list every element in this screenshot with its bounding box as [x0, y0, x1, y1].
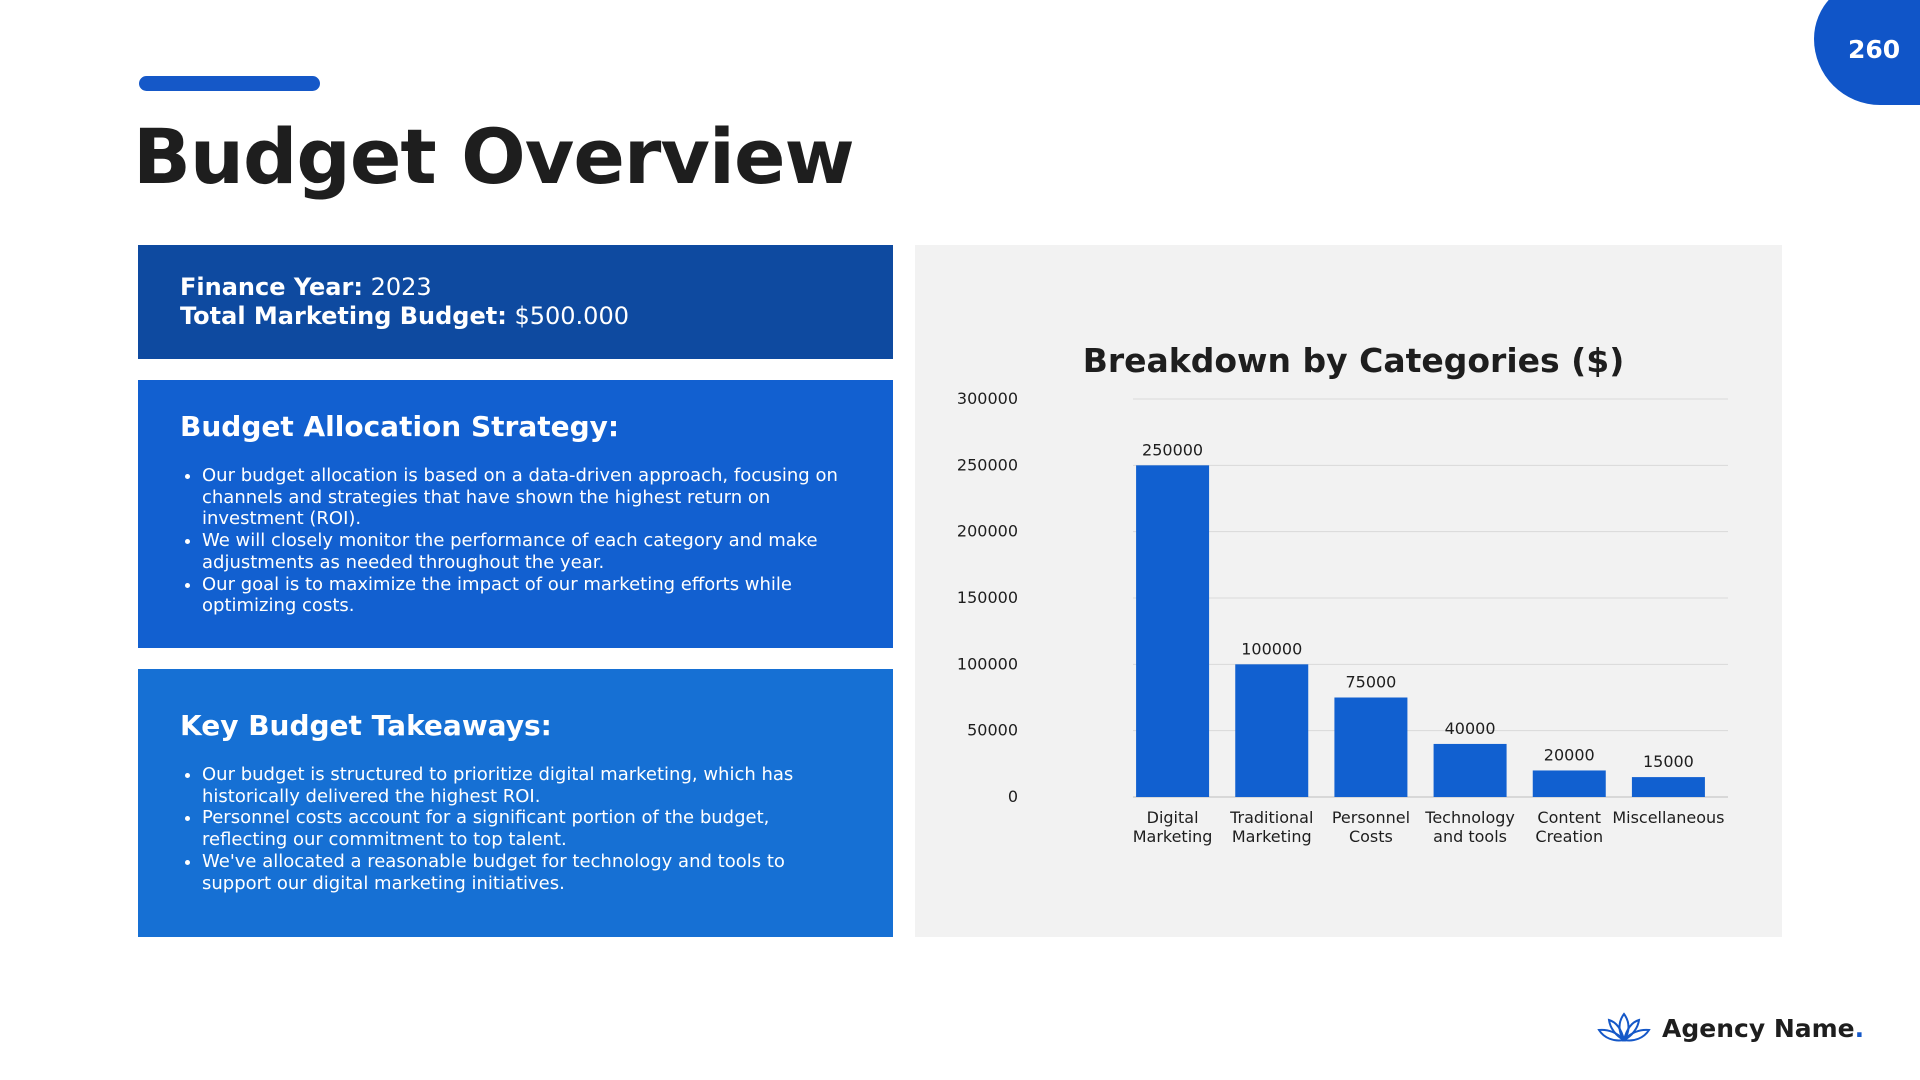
takeaways-list: [180, 764, 853, 894]
bar-chart: [915, 245, 1782, 937]
x-tick-label: and tools: [1433, 827, 1507, 846]
finance-year-value: 2023: [362, 273, 432, 301]
x-tick-label: Miscellaneous: [1612, 808, 1725, 827]
strategy-heading: Budget Allocation Strategy:: [180, 410, 620, 443]
bar: [1533, 770, 1606, 797]
data-label: 15000: [1642, 752, 1694, 772]
bar: [1136, 465, 1209, 797]
strategy-bullet: • Our goal is to maximize the impact of our marketing efforts while optimizing costs.: [202, 574, 853, 617]
strategy-list: [180, 465, 853, 617]
strategy-bullet: • Our budget allocation is based on a data-driven approach, focusing on channels and strategies that have shown the highest return on investment (ROI).: [202, 465, 853, 530]
data-label: 100000: [1241, 639, 1303, 659]
y-tick-label: 0: [1007, 787, 1018, 806]
data-label: 20000: [1543, 745, 1595, 765]
y-tick-label: 200000: [956, 521, 1018, 541]
x-tick-label: Creation: [1535, 827, 1604, 846]
x-tick-label: Technology: [1425, 808, 1515, 827]
y-tick-label: 250000: [956, 455, 1018, 475]
brand-footer: [1596, 1010, 1864, 1046]
title-accent-bar: [139, 76, 320, 91]
x-tick-label: Digital: [1146, 808, 1199, 827]
takeaway-bullet: • Our budget is structured to prioritize digital marketing, which has historically delivered the highest ROI.: [202, 764, 853, 807]
takeaway-bullet: • We've allocated a reasonable budget for technology and tools to support our digital marketing initiatives.: [202, 851, 853, 894]
chart-title: Breakdown by Categories ($): [1082, 341, 1625, 380]
finance-year-label: Finance Year:: [180, 273, 363, 301]
finance-year-row: [180, 273, 853, 302]
data-label: 75000: [1345, 672, 1397, 692]
x-tick-label: Marketing: [1132, 827, 1213, 846]
total-budget-value: $500.000: [506, 302, 629, 330]
bar: [1632, 777, 1705, 797]
data-label: 40000: [1444, 718, 1496, 738]
finance-panel: [138, 245, 893, 359]
y-tick-label: 100000: [956, 654, 1018, 674]
bar: [1235, 664, 1308, 797]
y-tick-label: 300000: [956, 389, 1018, 408]
x-tick-label: Content: [1537, 808, 1602, 827]
takeaways-panel: [138, 669, 893, 937]
total-budget-label: Total Marketing Budget:: [180, 302, 507, 330]
lotus-icon: [1596, 1010, 1652, 1046]
strategy-panel: [138, 380, 893, 648]
x-tick-label: Marketing: [1231, 827, 1312, 846]
bar: [1334, 698, 1407, 798]
brand-name: [1662, 1014, 1864, 1043]
brand-name-text: Agency Name: [1662, 1013, 1855, 1043]
x-tick-label: Costs: [1348, 827, 1393, 846]
chart-panel: [915, 245, 1782, 937]
bar: [1434, 744, 1507, 797]
x-tick-label: Personnel: [1331, 808, 1411, 827]
y-tick-label: 50000: [967, 720, 1018, 740]
strategy-bullet: • We will closely monitor the performance of each category and make adjustments as needed throughout the year.: [202, 530, 853, 573]
brand-dot: .: [1854, 1013, 1865, 1043]
y-tick-label: 150000: [956, 588, 1018, 607]
page-number: 260: [1848, 35, 1901, 64]
x-tick-label: Traditional: [1230, 808, 1314, 827]
data-label: 250000: [1142, 440, 1204, 460]
takeaways-heading: Key Budget Takeaways:: [180, 709, 552, 742]
total-budget-row: [180, 302, 853, 331]
takeaway-bullet: • Personnel costs account for a significant portion of the budget, reflecting our commitment to top talent.: [202, 807, 853, 850]
page-title: Budget Overview: [133, 112, 854, 201]
